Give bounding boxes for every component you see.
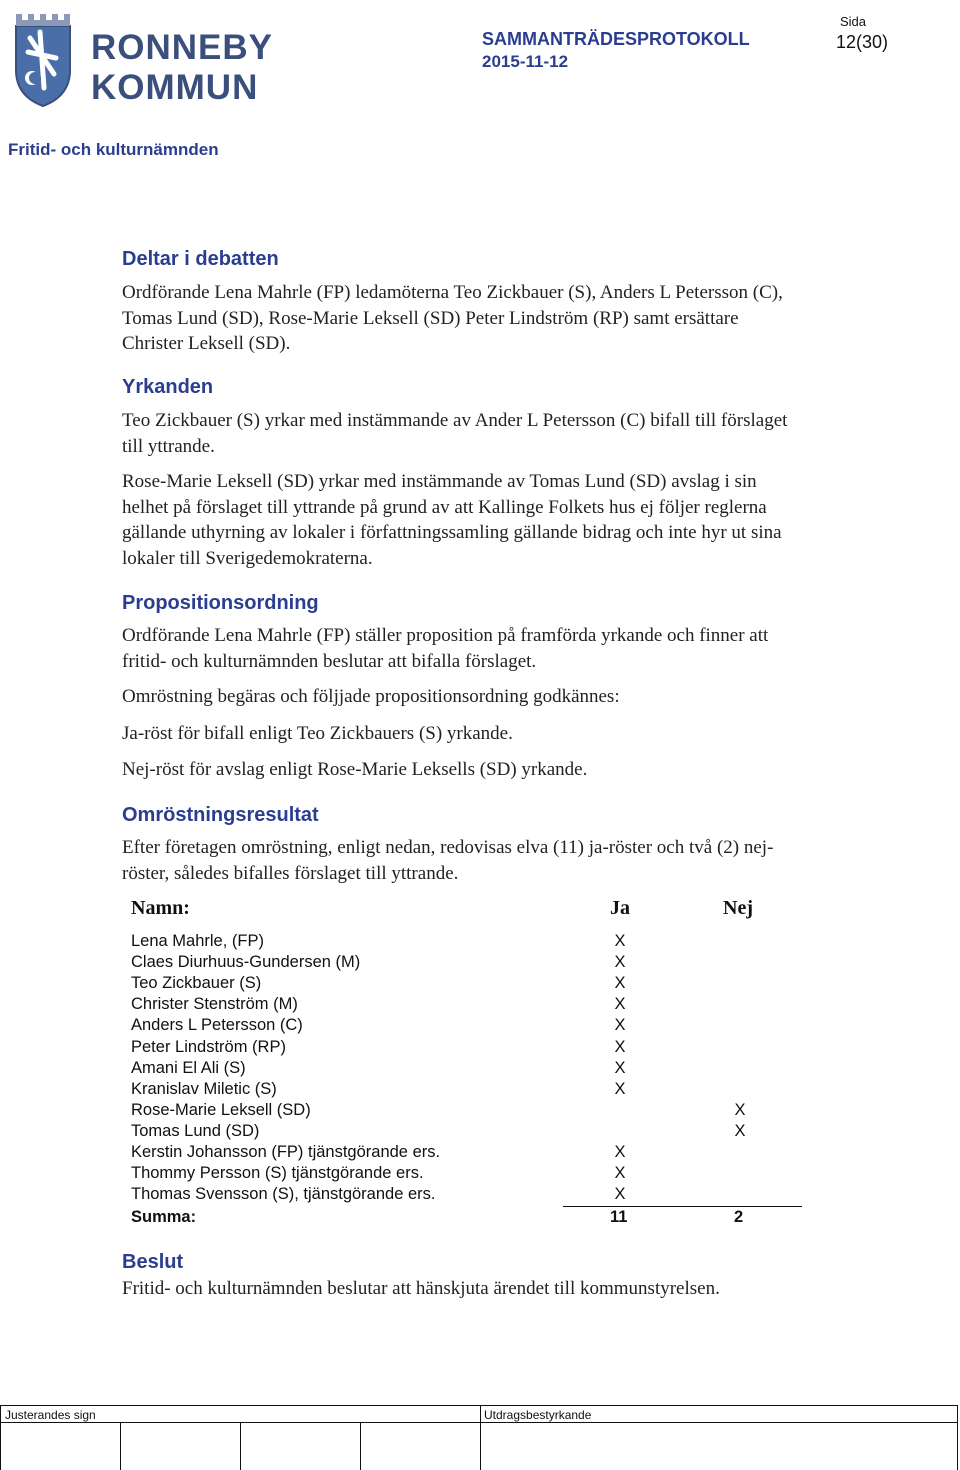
document-date: 2015-11-12: [482, 52, 569, 71]
vote-no-mark: X: [734, 1101, 746, 1119]
vote-yes-mark: X: [614, 1143, 626, 1161]
voter-name: Teo Zickbauer (S): [131, 974, 262, 992]
page-label: Sida: [840, 14, 867, 29]
org-name-line1: RONNEBY: [91, 28, 274, 67]
vote-yes-mark: X: [614, 932, 626, 950]
proposition-heading: Propositionsordning: [122, 592, 319, 614]
sum-yes: 11: [610, 1208, 628, 1226]
vote-yes-mark: X: [614, 995, 626, 1013]
sum-divider: [563, 1206, 802, 1207]
debate-heading: Deltar i debatten: [122, 248, 279, 270]
sum-label: Summa:: [131, 1208, 197, 1226]
signature-box-divider: [120, 1422, 121, 1470]
result-text: Efter företagen omröstning, enligt nedan, redovisas elva (11) ja-röster och två (2) nej-röster, således bifalles förslaget till yttrande.: [122, 837, 774, 884]
voter-name: Kerstin Johansson (FP) tjänstgörande ers.: [131, 1143, 441, 1161]
vote-yes-mark: X: [614, 974, 626, 992]
vote-yes-mark: X: [614, 1038, 626, 1056]
page-number: 12(30): [836, 32, 889, 52]
voter-name: Christer Stenström (M): [131, 995, 298, 1013]
voter-name: Lena Mahrle, (FP): [131, 932, 264, 950]
column-header-yes: Ja: [610, 897, 630, 919]
footer-right-border: [957, 1405, 958, 1470]
vote-yes-mark: X: [614, 1016, 626, 1034]
footer-left-border: [0, 1405, 1, 1470]
proposition-text-1: Ordförande Lena Mahrle (FP) ställer proposition på framförda yrkande och finner att fritid- och kulturnämnden beslutar att bifalla förslaget.: [122, 625, 769, 672]
voter-name: Tomas Lund (SD): [131, 1122, 260, 1140]
coat-of-arms-icon: [10, 8, 76, 108]
voter-name: Thommy Persson (S) tjänstgörande ers.: [131, 1164, 424, 1182]
voter-name: Anders L Petersson (C): [131, 1016, 303, 1034]
proposition-text-3: Ja-röst för bifall enligt Teo Zickbauers (S) yrkande.: [122, 723, 513, 744]
sum-no: 2: [734, 1208, 744, 1226]
committee-name: Fritid- och kulturnämnden: [8, 140, 219, 159]
footer-top-border: [0, 1405, 958, 1406]
voter-name: Rose-Marie Leksell (SD): [131, 1101, 311, 1119]
signature-box-divider: [360, 1422, 361, 1470]
motions-heading: Yrkanden: [122, 376, 214, 398]
result-heading: Omröstningsresultat: [122, 804, 319, 826]
proposition-text-4: Nej-röst för avslag enligt Rose-Marie Leksells (SD) yrkande.: [122, 759, 588, 780]
footer-sign-label: Justerandes sign: [5, 1408, 96, 1422]
column-header-name: Namn:: [131, 897, 190, 919]
decision-text: Fritid- och kulturnämnden beslutar att hänskjuta ärendet till kommunstyrelsen.: [122, 1278, 720, 1299]
motions-text-2: Rose-Marie Leksell (SD) yrkar med instämmande av Tomas Lund (SD) avslag i sin helhet på förslaget till yttrande på grund av att Kallinge Folkets hus ej följer reglerna gällande uthyrning av lokaler i författningssamling gällande bidrag och inte hyr ut sina lokaler till Sverigedemokraterna.: [122, 471, 782, 569]
proposition-text-2: Omröstning begäras och följjade propositionsordning godkännes:: [122, 686, 620, 707]
voter-name: Thomas Svensson (S), tjänstgörande ers.: [131, 1185, 436, 1203]
vote-yes-mark: X: [614, 1080, 626, 1098]
voter-name: Amani El Ali (S): [131, 1059, 246, 1077]
vote-no-mark: X: [734, 1122, 746, 1140]
voter-name: Kranislav Miletic (S): [131, 1080, 277, 1098]
signature-box-divider: [240, 1422, 241, 1470]
motions-text-1: Teo Zickbauer (S) yrkar med instämmande av Ander L Petersson (C) bifall till förslaget till yttrande.: [122, 410, 788, 457]
voter-name: Peter Lindström (RP): [131, 1038, 286, 1056]
document-title: SAMMANTRÄDESPROTOKOLL: [482, 29, 750, 49]
vote-yes-mark: X: [614, 953, 626, 971]
voter-name: Claes Diurhuus-Gundersen (M): [131, 953, 361, 971]
footer-divider: [480, 1405, 481, 1470]
footer-label-border: [0, 1422, 958, 1423]
vote-yes-mark: X: [614, 1059, 626, 1077]
vote-yes-mark: X: [614, 1164, 626, 1182]
ronneby-kommun-logo: [10, 8, 274, 112]
column-header-no: Nej: [723, 897, 753, 919]
decision-heading: Beslut: [122, 1251, 184, 1273]
vote-yes-mark: X: [614, 1185, 626, 1203]
debate-text: Ordförande Lena Mahrle (FP) ledamöterna Teo Zickbauer (S), Anders L Petersson (C), Tomas Lund (SD), Rose-Marie Leksell (SD) Peter Lindström (RP) samt ersättare Christer Leksell (SD).: [122, 282, 783, 354]
footer-extract-label: Utdragsbestyrkande: [484, 1408, 592, 1422]
org-name-line2: KOMMUN: [91, 68, 259, 107]
